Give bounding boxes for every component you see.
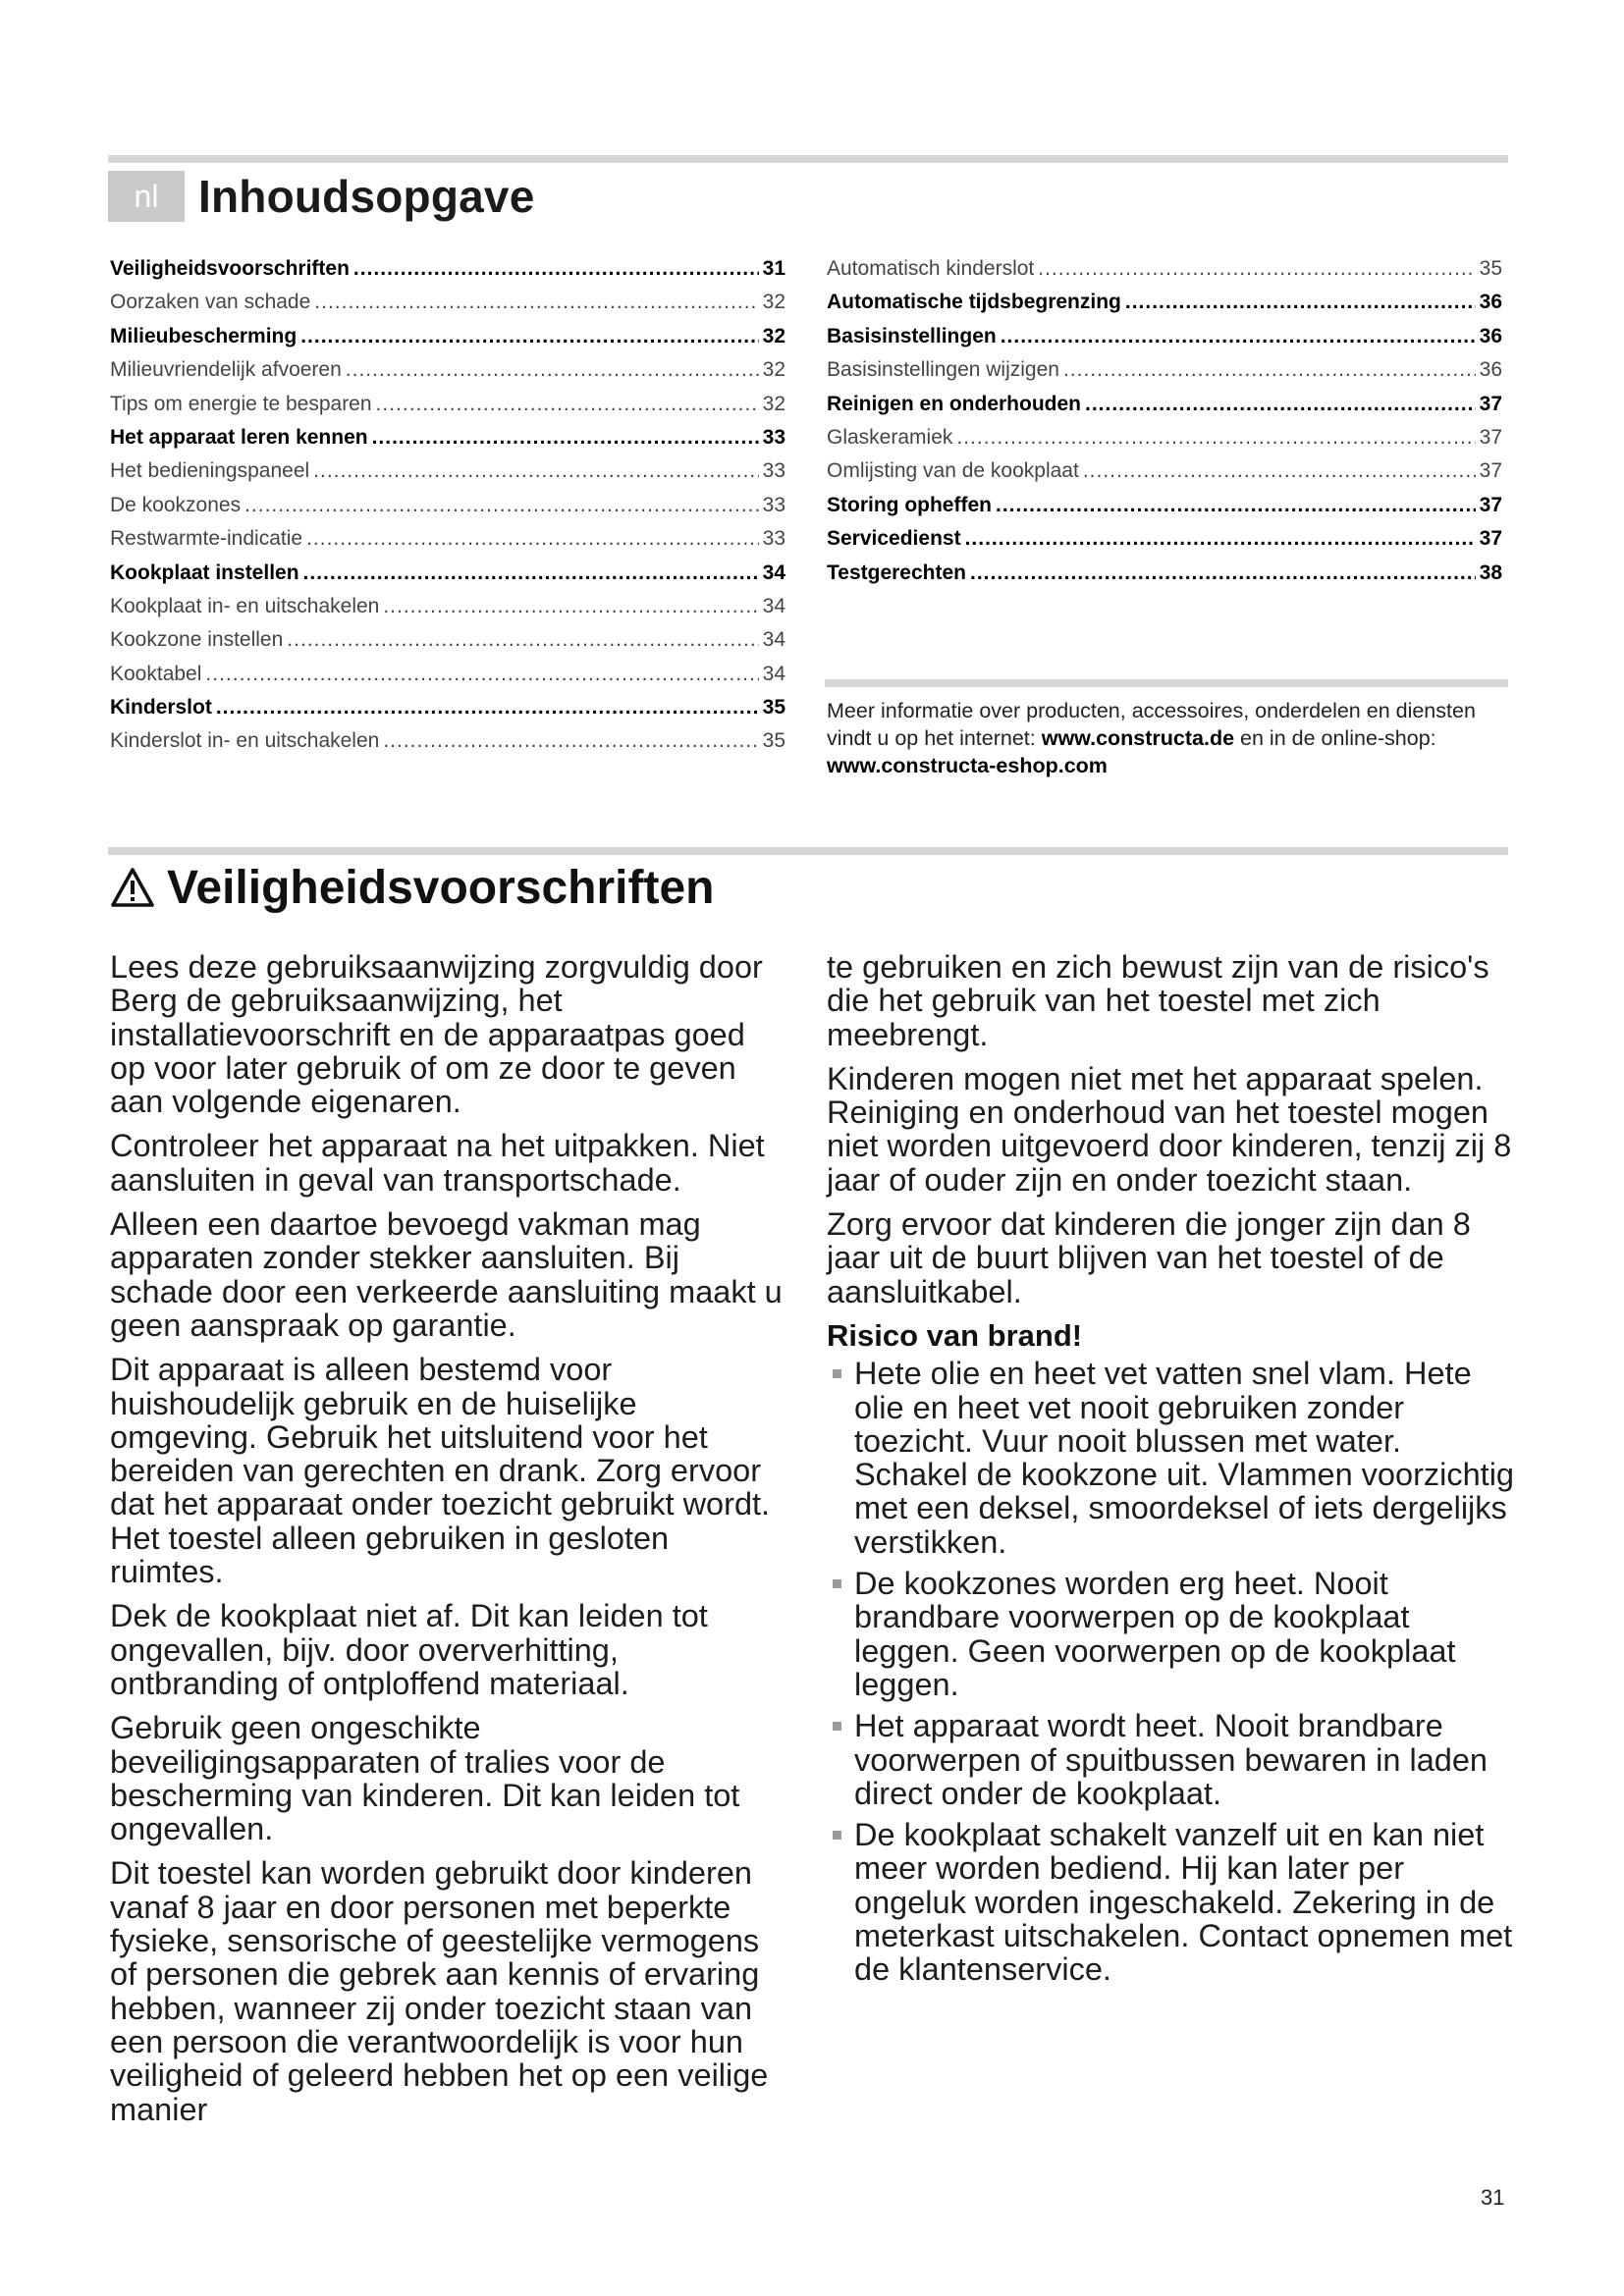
toc-entry-label: Milieuvriendelijk afvoeren: [110, 358, 342, 382]
toc-dot-leader: [216, 696, 759, 720]
toc-entry-page: 34: [762, 628, 785, 652]
toc-entry-label: Automatisch kinderslot: [827, 257, 1035, 280]
toc-entry-page: 32: [762, 291, 785, 314]
toc-entry-label: Testgerechten: [827, 561, 966, 584]
info-text-2: en in de online-shop:: [1234, 726, 1436, 750]
risk-bullet-item: Het apparaat wordt heet. Nooit brandbare voorwerpen of spuitbussen bewaren in laden direct onder de kookplaat.: [827, 1709, 1514, 1810]
toc-dot-leader: [346, 358, 759, 382]
toc-entry[interactable]: [110, 696, 785, 729]
toc-entry[interactable]: [110, 358, 785, 392]
toc-header: [108, 169, 535, 224]
toc-entry[interactable]: [110, 628, 785, 662]
toc-entry-label: Basisinstellingen wijzigen: [827, 358, 1059, 382]
risk-bullet-item: De kookzones worden erg heet. Nooit brandbare voorwerpen op de kookplaat leggen. Geen voorwerpen op de kookplaat leggen.: [827, 1567, 1514, 1701]
toc-entry[interactable]: [110, 729, 785, 763]
toc-entry-label: Reinigen en onderhouden: [827, 392, 1082, 415]
toc-entry-page: 32: [762, 324, 785, 347]
page-number: 31: [1481, 2185, 1505, 2210]
toc-dot-leader: [303, 561, 759, 585]
toc-entry-label: Kookplaat in- en uitschakelen: [110, 594, 380, 617]
toc-entry-label: Glaskeramiek: [827, 425, 953, 449]
toc-entry-page: 36: [1479, 358, 1502, 382]
toc-entry[interactable]: [827, 291, 1502, 324]
toc-entry[interactable]: [110, 494, 785, 527]
body-paragraph: Alleen een daartoe bevoegd vakman mag apparaten zonder stekker aansluiten. Bij schade door een verkeerde aansluiting maakt u geen aanspraak op garantie.: [110, 1206, 783, 1343]
info-link-website[interactable]: www.constructa.de: [1041, 726, 1235, 750]
toc-entry-page: 33: [762, 425, 785, 449]
toc-entry-page: 37: [1479, 527, 1502, 551]
toc-column-right: [827, 257, 1502, 595]
risk-bullet-item: Hete olie en heet vet vatten snel vlam. Hete olie en heet vet nooit gebruiken zonder toezicht. Vuur nooit blussen met water. Schakel de kookzone uit. Vlammen voorzichtig met een deksel, smoordeksel of iets dergelijks verstikken.: [827, 1357, 1514, 1559]
body-paragraph: Lees deze gebruiksaanwijzing zorgvuldig door Berg de gebruiksaanwijzing, het installatievoorschrift en de apparaatpas goed op voor later gebruik of om ze door te geven aan volgende eigenaren.: [110, 949, 763, 1120]
body-paragraph: Zorg ervoor dat kinderen die jonger zijn dan 8 jaar uit de buurt blijven van het toestel of de aansluitkabel.: [827, 1206, 1471, 1309]
toc-dot-leader: [383, 729, 758, 753]
toc-entry[interactable]: [827, 494, 1502, 527]
toc-dot-leader: [314, 291, 758, 314]
toc-entry[interactable]: [827, 527, 1502, 561]
toc-entry-page: 36: [1479, 291, 1502, 314]
toc-dot-leader: [306, 527, 759, 551]
toc-entry-label: Kinderslot in- en uitschakelen: [110, 729, 380, 753]
toc-entry-label: Oorzaken van schade: [110, 291, 311, 314]
toc-dot-leader: [313, 459, 758, 483]
toc-dot-leader: [353, 257, 759, 281]
toc-dot-leader: [1001, 325, 1476, 348]
toc-entry-page: 32: [762, 392, 785, 415]
toc-entry-label: Basisinstellingen: [827, 324, 997, 347]
toc-dot-leader: [1063, 358, 1476, 382]
toc-entry-page: 37: [1479, 392, 1502, 415]
toc-entry-page: 35: [762, 729, 785, 753]
toc-entry[interactable]: [110, 527, 785, 561]
section-header: [110, 856, 714, 919]
toc-entry-page: 36: [1479, 324, 1502, 347]
toc-entry[interactable]: [110, 663, 785, 696]
toc-entry-page: 37: [1479, 493, 1502, 516]
toc-entry[interactable]: [110, 426, 785, 459]
toc-entry-page: 35: [762, 696, 785, 720]
body-paragraph: Gebruik geen ongeschikte beveiligingsapparaten of tralies voor de bescherming van kinderen. Dit kan leiden tot ongevallen.: [110, 1710, 740, 1847]
toc-entry-page: 33: [762, 493, 785, 516]
toc-entry[interactable]: [110, 393, 785, 426]
info-link-eshop[interactable]: www.constructa-eshop.com: [827, 754, 1108, 777]
toc-entry-page: 33: [762, 459, 785, 483]
toc-entry-page: 35: [1479, 257, 1502, 280]
section-title: Veiligheidsvoorschriften: [167, 861, 715, 914]
body-column-right: [827, 950, 1514, 1995]
toc-entry-label: Het bedieningspaneel: [110, 459, 310, 483]
toc-entry-page: 33: [762, 527, 785, 551]
toc-entry-page: 37: [1479, 425, 1502, 449]
toc-dot-leader: [300, 325, 758, 348]
toc-entry-label: Restwarmte-indicatie: [110, 527, 303, 551]
toc-entry-label: Kookzone instellen: [110, 628, 284, 652]
toc-dot-leader: [1083, 459, 1476, 483]
toc-entry-page: 34: [762, 662, 785, 685]
toc-dot-leader: [996, 494, 1476, 517]
toc-entry[interactable]: [110, 595, 785, 628]
top-divider: [108, 155, 1508, 163]
toc-entry-page: 37: [1479, 459, 1502, 483]
toc-dot-leader: [244, 494, 759, 517]
toc-entry[interactable]: [827, 358, 1502, 392]
right-paragraphs: [827, 950, 1514, 1308]
toc-dot-leader: [1038, 257, 1475, 281]
toc-entry[interactable]: [827, 393, 1502, 426]
toc-entry-label: Automatische tijdsbegrenzing: [827, 291, 1121, 314]
toc-dot-leader: [205, 663, 758, 686]
body-paragraph: te gebruiken en zich bewust zijn van de risico's die het gebruik van het toestel met zich meebrengt.: [827, 949, 1489, 1052]
toc-dot-leader: [965, 527, 1476, 551]
toc-dot-leader: [1125, 291, 1476, 314]
section-divider: [108, 847, 1508, 855]
toc-entry-label: De kookzones: [110, 493, 242, 516]
toc-entry-page: 38: [1479, 561, 1502, 584]
toc-entry-page: 31: [762, 257, 785, 280]
toc-entry[interactable]: [110, 325, 785, 358]
warning-icon: [110, 867, 155, 908]
toc-entry-label: Het apparaat leren kennen: [110, 425, 368, 449]
toc-dot-leader: [372, 426, 759, 450]
toc-entry[interactable]: [110, 257, 785, 291]
body-paragraph: Dit toestel kan worden gebruikt door kinderen vanaf 8 jaar en door personen met beperkte fysieke, sensorische of geestelijke vermogens of personen die gebrek aan kennis of ervaring hebben, wanneer zij onder toezicht staan van een persoon die verantwoordelijk is voor hun veiligheid of geleerd hebben het op een veilige manier: [110, 1855, 769, 2127]
body-column-left: [110, 950, 787, 2137]
info-note: [827, 697, 1514, 779]
toc-entry[interactable]: [827, 325, 1502, 358]
toc-entry-label: Veiligheidsvoorschriften: [110, 257, 350, 280]
toc-entry-label: Kookplaat instellen: [110, 561, 299, 584]
info-divider: [825, 679, 1508, 687]
risk-bullet-list: [827, 1357, 1514, 1986]
risk-heading: Risico van brand!: [827, 1317, 1083, 1353]
toc-entry-label: Servicedienst: [827, 527, 961, 551]
toc-entry-label: Kooktabel: [110, 662, 202, 685]
toc-entry[interactable]: [827, 561, 1502, 595]
toc-entry-page: 34: [762, 561, 785, 584]
toc-dot-leader: [383, 595, 758, 618]
body-paragraph: Dek de kookplaat niet af. Dit kan leiden tot ongevallen, bijv. door oververhitting, ontbranding of ontploffend materiaal.: [110, 1598, 708, 1701]
toc-dot-leader: [956, 426, 1475, 450]
language-badge: nl: [108, 171, 185, 222]
toc-entry-label: Kinderslot: [110, 696, 212, 720]
info-text-1: Meer informatie over producten, accessoires, onderdelen en diensten vindt u op het internet:: [827, 699, 1476, 750]
toc-dot-leader: [1085, 393, 1476, 416]
toc-entry-label: Tips om energie te besparen: [110, 392, 372, 415]
body-paragraph: Controleer het apparaat na het uitpakken. Niet aansluiten in geval van transportschade.: [110, 1128, 765, 1198]
toc-dot-leader: [970, 561, 1476, 585]
toc-entry-label: Storing opheffen: [827, 493, 992, 516]
toc-dot-leader: [287, 628, 758, 652]
toc-title: Inhoudsopgave: [198, 171, 535, 222]
toc-entry-page: 34: [762, 594, 785, 617]
toc-entry[interactable]: [827, 426, 1502, 459]
toc-entry[interactable]: [110, 459, 785, 493]
toc-column-left: [110, 257, 785, 764]
toc-entry-page: 32: [762, 358, 785, 382]
body-paragraph: Kinderen mogen niet met het apparaat spelen. Reiniging en onderhoud van het toestel mogen niet worden uitgevoerd door kinderen, tenzij zij 8 jaar of ouder zijn en onder toezicht staan.: [827, 1060, 1512, 1198]
risk-bullet-item: De kookplaat schakelt vanzelf uit en kan niet meer worden bediend. Hij kan later per ongeluk worden ingeschakeld. Zekering in de meterkast uitschakelen. Contact opnemen met de klantenservice.: [827, 1818, 1514, 1986]
toc-entry[interactable]: [110, 291, 785, 324]
toc-entry[interactable]: [110, 561, 785, 595]
toc-entry[interactable]: [827, 257, 1502, 291]
toc-entry-label: Milieubescherming: [110, 324, 298, 347]
toc-entry[interactable]: [827, 459, 1502, 493]
toc-dot-leader: [376, 393, 759, 416]
toc-entry-label: Omlijsting van de kookplaat: [827, 459, 1079, 483]
body-paragraph: Dit apparaat is alleen bestemd voor huishoudelijk gebruik en de huiselijke omgeving. Gebruik het uitsluitend voor het bereiden van gerechten en drank. Zorg ervoor dat het apparaat onder toezicht gebruikt wordt. Het toestel alleen gebruiken in gesloten ruimtes.: [110, 1352, 771, 1590]
